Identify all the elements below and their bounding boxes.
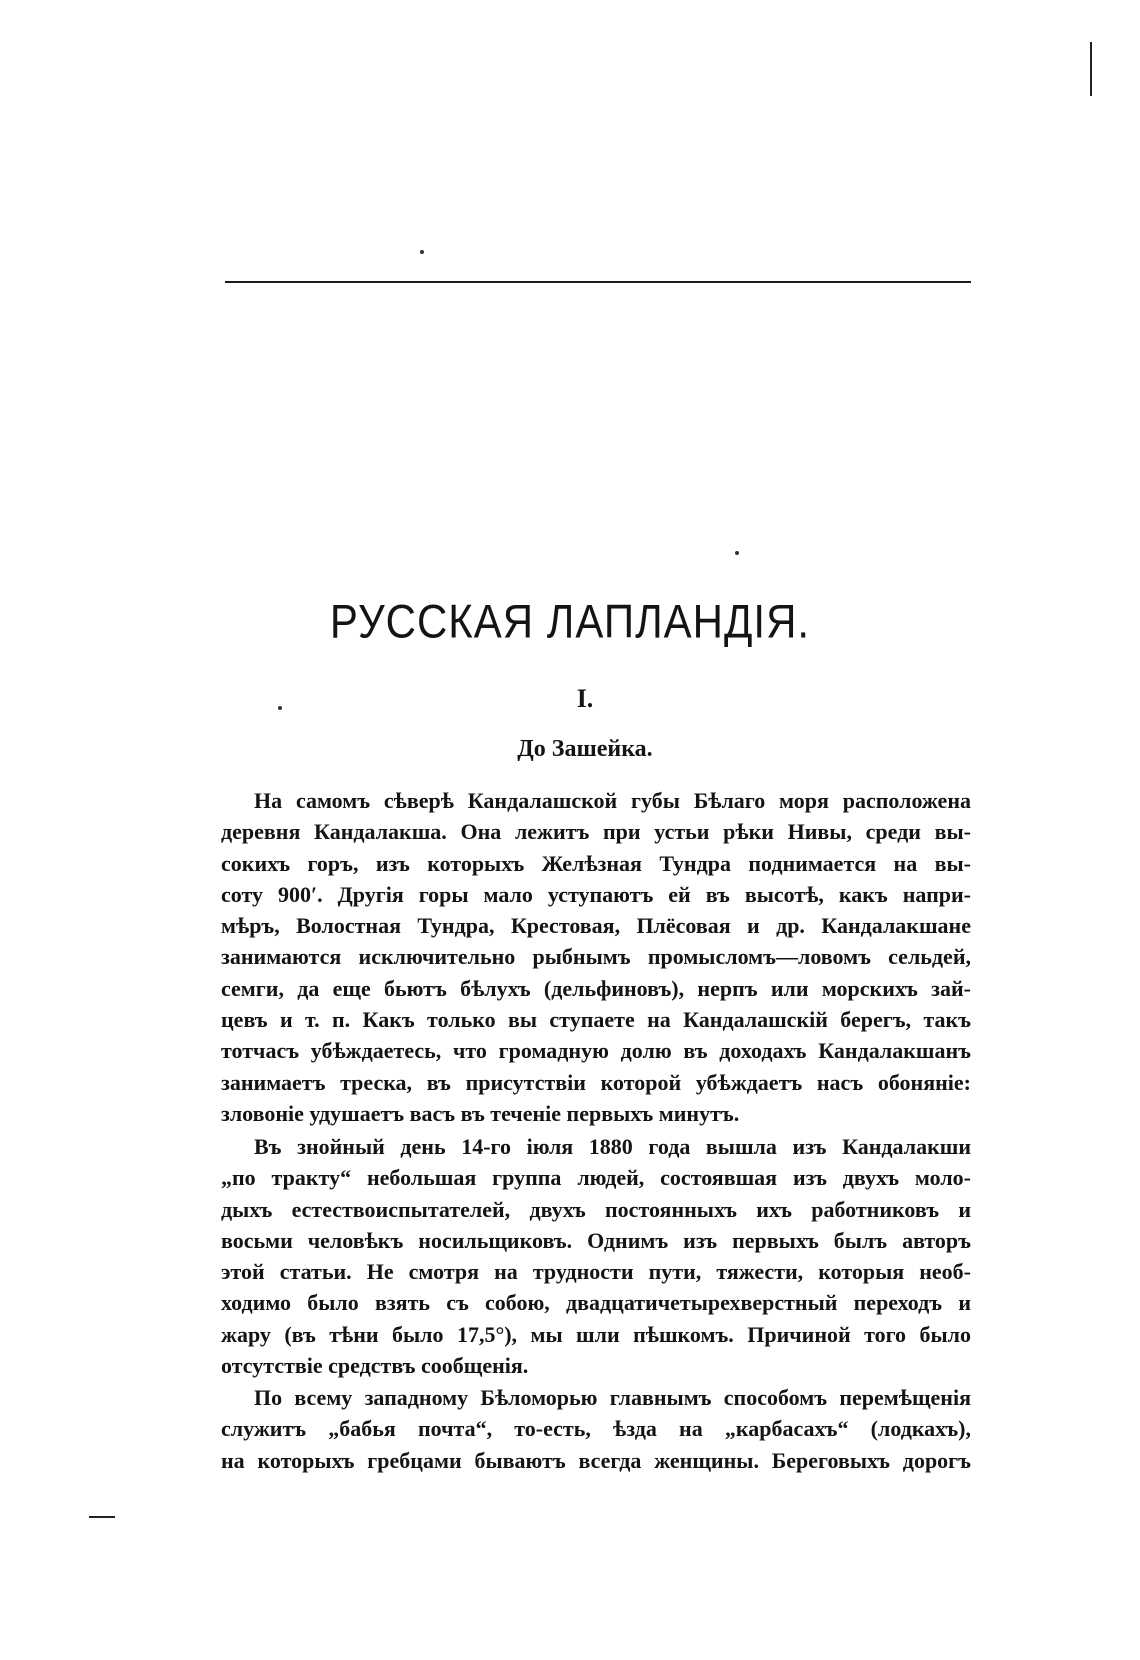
text-line: тотчасъ убѣждаетесь, что громадную долю въ доходахъ Кандалакшанъ bbox=[221, 1038, 971, 1064]
text-line: цевъ и т. п. Какъ только вы ступаете на Кандалашскій берегъ, такъ bbox=[221, 1007, 971, 1033]
text-line: восьми человѣкъ носильщиковъ. Однимъ изъ первыхъ былъ авторъ bbox=[221, 1227, 971, 1253]
text-line: По всему западному Бѣломорью главнымъ способомъ перемѣщенія bbox=[254, 1385, 971, 1410]
text-line: сокихъ горъ, изъ которыхъ Желѣзная Тундра поднимается на вы- bbox=[221, 850, 971, 876]
text-line: занимаетъ треска, въ присутствіи которой убѣждаетъ насъ обоняніе: bbox=[221, 1069, 971, 1095]
paragraph bbox=[221, 785, 971, 1129]
scan-speck bbox=[735, 551, 739, 555]
page-edge-mark bbox=[1090, 42, 1092, 96]
text-line: „по тракту“ небольшая группа людей, состоявшая изъ двухъ моло- bbox=[221, 1165, 971, 1191]
chapter-number: I. bbox=[576, 684, 594, 713]
text-line: На самомъ сѣверѣ Кандалашской губы Бѣлаго моря расположена bbox=[254, 788, 971, 813]
text-line: деревня Кандалакша. Она лежитъ при устьи рѣки Нивы, среди вы- bbox=[221, 819, 971, 845]
text-line: занимаются исключительно рыбнымъ промысломъ—ловомъ сельдей, bbox=[221, 944, 971, 970]
text-line: служитъ „бабья почта“, то-есть, ѣзда на „карбасахъ“ (лодкахъ), bbox=[221, 1416, 971, 1442]
text-line: жару (въ тѣни было 17,5°), мы шли пѣшкомъ. Причиной того было bbox=[221, 1321, 971, 1347]
text-line: семги, да еще бьютъ бѣлухъ (дельфиновъ), нерпъ или морскихъ зай- bbox=[221, 975, 971, 1001]
text-line: зловоніе удушаетъ васъ въ теченіе первыхъ минутъ. bbox=[221, 1100, 740, 1126]
text-line: на которыхъ гребцами бываютъ всегда женщины. Береговыхъ дорогъ bbox=[221, 1447, 971, 1473]
text-line: этой статьи. Не смотря на трудности пути, тяжести, которыя необ- bbox=[221, 1259, 971, 1285]
chapter-title: До Зашейка. bbox=[517, 736, 653, 762]
text-line: дыхъ естествоиспытателей, двухъ постоянныхъ ихъ работниковъ и bbox=[221, 1196, 971, 1222]
text-line: мѣръ, Волостная Тундра, Крестовая, Плёсовая и др. Кандалакшане bbox=[221, 913, 971, 939]
scan-speck bbox=[420, 250, 424, 254]
text-line: отсутствіе средствъ сообщенія. bbox=[221, 1353, 529, 1379]
text-line: соту 900′. Другія горы мало уступаютъ ей въ высотѣ, какъ напри- bbox=[221, 881, 971, 907]
paragraph bbox=[221, 1131, 971, 1381]
text-line: ходимо было взять съ собою, двадцатичетырехверстный переходъ и bbox=[221, 1290, 971, 1316]
article-title: РУССКАЯ ЛАПЛАНДІЯ. bbox=[329, 595, 811, 648]
text-line: Въ знойный день 14-го іюля 1880 года вышла изъ Кандалакши bbox=[254, 1134, 971, 1159]
margin-mark bbox=[89, 1516, 115, 1518]
header-rule bbox=[225, 281, 971, 283]
paragraph bbox=[221, 1382, 971, 1476]
